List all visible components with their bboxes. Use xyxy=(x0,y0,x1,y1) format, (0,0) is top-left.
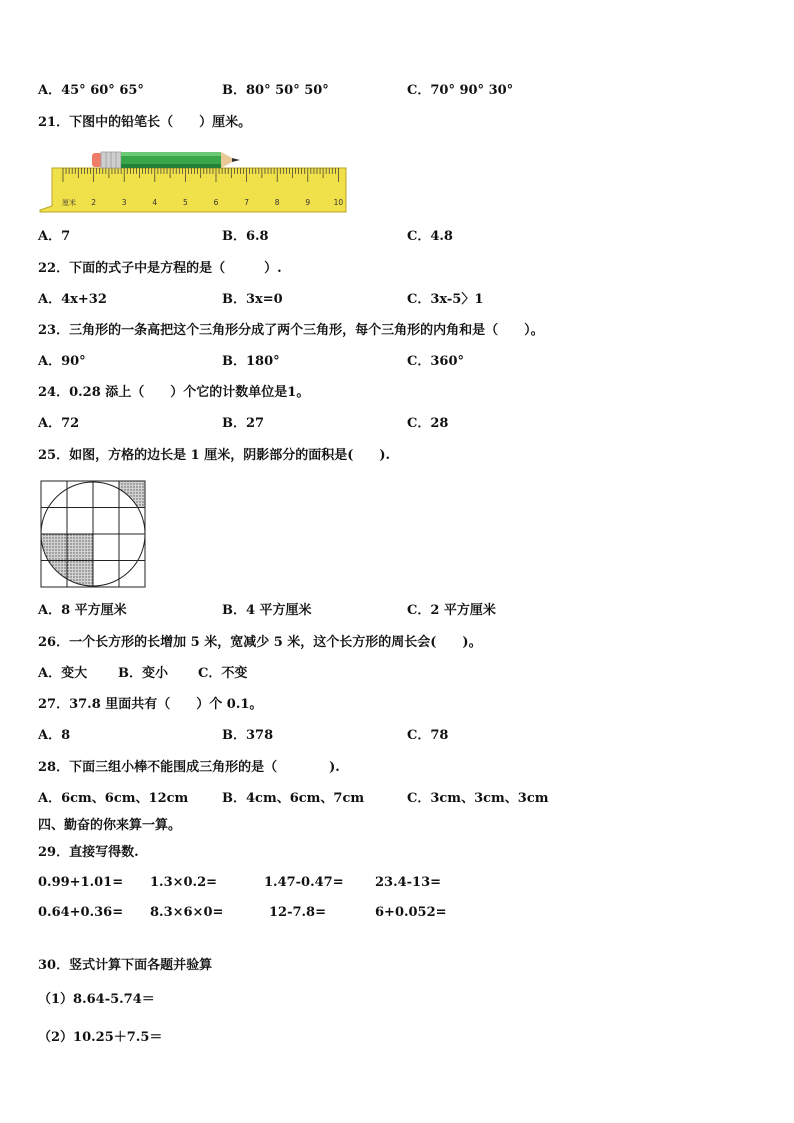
q29-item: 1.3×0.2= xyxy=(150,875,218,890)
q25-option-c[interactable]: C．2 平方厘米 xyxy=(407,603,496,618)
ruler-number: 3 xyxy=(121,198,127,207)
q22-option-a[interactable]: A．4x+32 xyxy=(38,292,107,307)
ruler-number: 5 xyxy=(183,198,188,207)
q28-option-a[interactable]: A．6cm、6cm、12cm xyxy=(38,791,189,806)
q29-item: 23.4-13= xyxy=(375,875,442,890)
pencil-ruler-figure xyxy=(38,148,350,216)
q27-option-c[interactable]: C．78 xyxy=(407,728,449,743)
q27-option-b[interactable]: B．378 xyxy=(222,728,274,743)
ruler-number: 2 xyxy=(91,198,96,207)
q29-item: 0.64+0.36= xyxy=(38,905,124,920)
q29-item: 6+0.052= xyxy=(375,905,447,920)
q30-item-1: （1）8.64-5.74＝ xyxy=(38,992,155,1007)
ruler-body xyxy=(40,168,346,212)
q24-option-c[interactable]: C．28 xyxy=(407,416,449,431)
section-4-title: 四、勤奋的你来算一算。 xyxy=(38,818,182,833)
q29-item: 8.3×6×0= xyxy=(150,905,224,920)
q21-question: 21．下图中的铅笔长（ ）厘米。 xyxy=(38,115,252,130)
ruler-number: 10 xyxy=(333,198,344,207)
q26-question: 26．一个长方形的长增加 5 米，宽减少 5 米，这个长方形的周长会( )。 xyxy=(38,635,482,650)
q29-question: 29．直接写得数. xyxy=(38,845,139,860)
q27-question: 27．37.8 里面共有（ ）个 0.1。 xyxy=(38,697,263,712)
q21-option-b[interactable]: B．6.8 xyxy=(222,229,269,244)
q24-option-b[interactable]: B．27 xyxy=(222,416,265,431)
q30-item-2: （2）10.25＋7.5＝ xyxy=(38,1030,163,1045)
q20-option-a[interactable]: A．45° 60° 65° xyxy=(38,83,144,98)
q28-question: 28．下面三组小棒不能围成三角形的是（ ). xyxy=(38,760,340,775)
q29-item: 1.47-0.47= xyxy=(264,875,344,890)
q20-option-c[interactable]: C．70° 90° 30° xyxy=(407,83,514,98)
q23-option-a[interactable]: A．90° xyxy=(38,354,86,369)
q21-option-c[interactable]: C．4.8 xyxy=(407,229,453,244)
q22-option-b[interactable]: B．3x=0 xyxy=(222,292,283,307)
pencil-eraser xyxy=(92,153,102,167)
ruler-unit-label: 厘米 xyxy=(62,199,76,207)
q21-option-a[interactable]: A．7 xyxy=(38,229,71,244)
q25-option-a[interactable]: A．8 平方厘米 xyxy=(38,603,127,618)
ruler-number: 6 xyxy=(213,198,219,207)
q26-option-c[interactable]: C．不变 xyxy=(198,666,248,681)
q22-option-c[interactable]: C．3x-5〉1 xyxy=(407,292,484,307)
q29-item: 0.99+1.01= xyxy=(38,875,124,890)
q30-question: 30．竖式计算下面各题并验算 xyxy=(38,958,213,973)
q26-option-b[interactable]: B．变小 xyxy=(118,666,168,681)
ruler-number: 7 xyxy=(244,198,249,207)
q23-option-b[interactable]: B．180° xyxy=(222,354,280,369)
q23-question: 23．三角形的一条高把这个三角形分成了两个三角形，每个三角形的内角和是（ ）。 xyxy=(38,323,544,338)
q25-option-b[interactable]: B．4 平方厘米 xyxy=(222,603,312,618)
q20-option-b[interactable]: B．80° 50° 50° xyxy=(222,83,329,98)
q24-question: 24．0.28 添上（ ）个它的计数单位是1。 xyxy=(38,385,310,400)
q22-question: 22．下面的式子中是方程的是（ ）. xyxy=(38,261,282,276)
grid-circle-figure xyxy=(40,480,146,588)
ruler-number: 8 xyxy=(274,198,280,207)
ruler-number: 9 xyxy=(305,198,311,207)
q28-option-b[interactable]: B．4cm、6cm、7cm xyxy=(222,791,365,806)
q25-question: 25．如图，方格的边长是 1 厘米，阴影部分的面积是( ). xyxy=(38,448,391,463)
q23-option-c[interactable]: C．360° xyxy=(407,354,464,369)
q27-option-a[interactable]: A．8 xyxy=(38,728,71,743)
q28-option-c[interactable]: C．3cm、3cm、3cm xyxy=(407,791,549,806)
q29-item: 12-7.8= xyxy=(269,905,326,920)
ruler-number: 4 xyxy=(152,198,158,207)
q26-option-a[interactable]: A．变大 xyxy=(38,666,88,681)
q24-option-a[interactable]: A．72 xyxy=(38,416,80,431)
